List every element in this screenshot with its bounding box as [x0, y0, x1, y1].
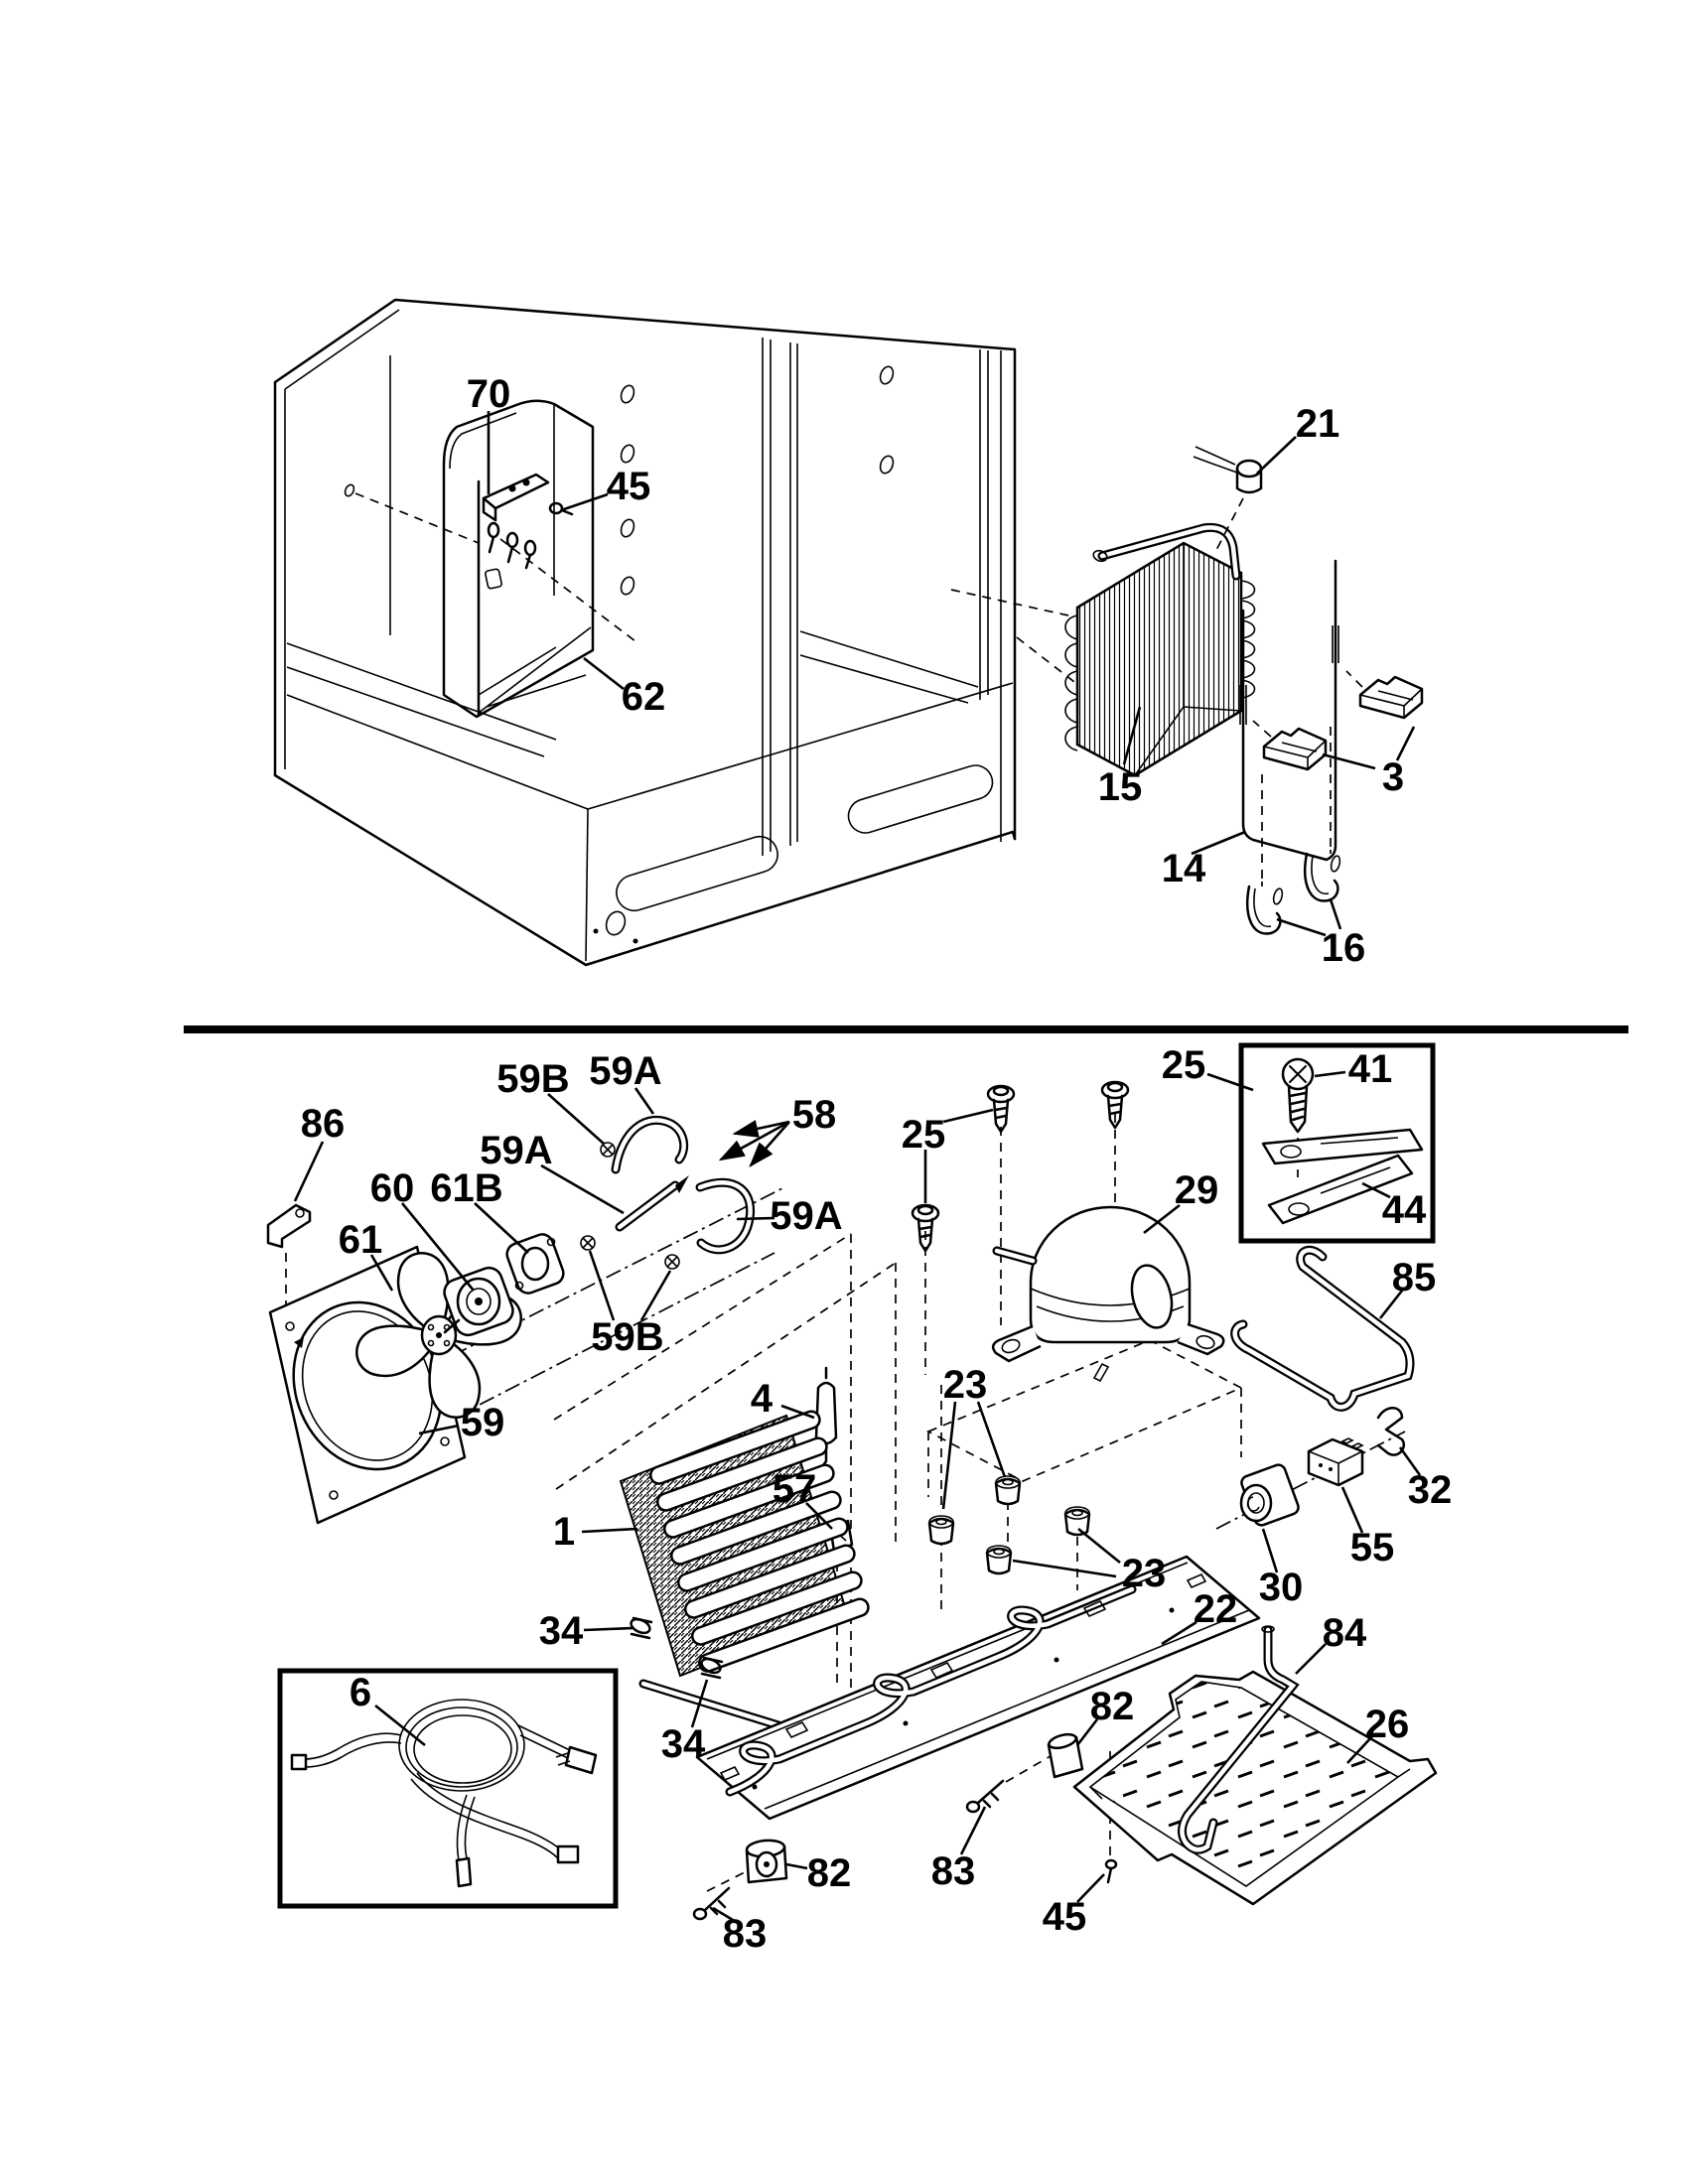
part-14-tube-frame	[1240, 561, 1338, 860]
part-55-capacitor	[1309, 1438, 1362, 1485]
part-61b-motor-bracket	[504, 1231, 567, 1296]
part-30-relay	[1239, 1463, 1300, 1528]
callout-22: 22	[1193, 1587, 1238, 1631]
callout-23-1: 23	[942, 1363, 988, 1407]
callout-25-2: 25	[901, 1113, 946, 1157]
callout-44: 44	[1381, 1188, 1427, 1232]
part-59a-tubes	[616, 1120, 751, 1249]
kick-panel-slots	[594, 761, 997, 944]
callout-59a-2: 59A	[480, 1129, 553, 1172]
callout-45-top: 45	[606, 465, 651, 508]
callout-23-2: 23	[1121, 1552, 1167, 1595]
callout-83-2: 83	[722, 1912, 768, 1956]
callout-85: 85	[1391, 1256, 1437, 1299]
callout-70: 70	[466, 372, 511, 416]
part-45-screws-top	[489, 503, 572, 568]
callout-83-1: 83	[930, 1849, 976, 1893]
inset-box-6	[280, 1671, 616, 1906]
callout-1: 1	[552, 1510, 576, 1554]
callout-4: 4	[750, 1377, 774, 1421]
part-15-evaporator	[1065, 527, 1255, 775]
part-59b-nuts	[581, 1143, 679, 1269]
part-85-wire	[1235, 1250, 1410, 1407]
callout-34-2: 34	[660, 1722, 706, 1766]
callout-59b-2: 59B	[591, 1315, 664, 1359]
callout-26: 26	[1364, 1703, 1410, 1746]
callout-61: 61	[338, 1218, 383, 1262]
callout-15: 15	[1097, 765, 1143, 809]
part-45-screw-bottom	[1106, 1860, 1116, 1882]
part-58-arrows	[721, 1122, 789, 1165]
callout-16: 16	[1321, 926, 1366, 970]
vent-holes	[619, 364, 895, 596]
callout-29: 29	[1174, 1168, 1219, 1212]
callout-59a-3: 59A	[770, 1194, 843, 1238]
part-70-bracket	[484, 475, 548, 520]
callout-60: 60	[369, 1166, 415, 1210]
callout-6: 6	[349, 1671, 372, 1714]
callout-45-bottom: 45	[1042, 1895, 1087, 1939]
callout-30: 30	[1258, 1566, 1304, 1609]
part-86-clip	[268, 1205, 310, 1247]
callout-59: 59	[460, 1401, 505, 1444]
callout-86: 86	[300, 1102, 346, 1146]
callout-25-1: 25	[1161, 1043, 1206, 1087]
callout-34-1: 34	[538, 1609, 584, 1653]
part-1-condenser	[621, 1409, 871, 1751]
callout-32: 32	[1407, 1468, 1453, 1512]
callout-3: 3	[1381, 755, 1405, 799]
callout-14: 14	[1161, 847, 1206, 890]
callout-61b: 61B	[430, 1166, 503, 1210]
refrigerator-cabinet	[275, 300, 1074, 965]
section-divider	[184, 1025, 1628, 1033]
callout-59a-1: 59A	[589, 1049, 662, 1093]
part-62-ice-container	[444, 401, 593, 717]
part-23-grommets	[929, 1476, 1089, 1573]
callout-84: 84	[1322, 1611, 1367, 1655]
callout-58: 58	[791, 1093, 837, 1137]
part-29-compressor	[993, 1207, 1223, 1381]
callout-59b-1: 59B	[496, 1057, 570, 1101]
callout-55: 55	[1349, 1526, 1395, 1570]
callout-62: 62	[621, 675, 666, 719]
callout-57: 57	[772, 1467, 817, 1511]
callout-41: 41	[1347, 1047, 1393, 1091]
callout-21: 21	[1295, 402, 1340, 446]
callout-82-1: 82	[1089, 1685, 1135, 1728]
callout-82-2: 82	[806, 1851, 852, 1895]
